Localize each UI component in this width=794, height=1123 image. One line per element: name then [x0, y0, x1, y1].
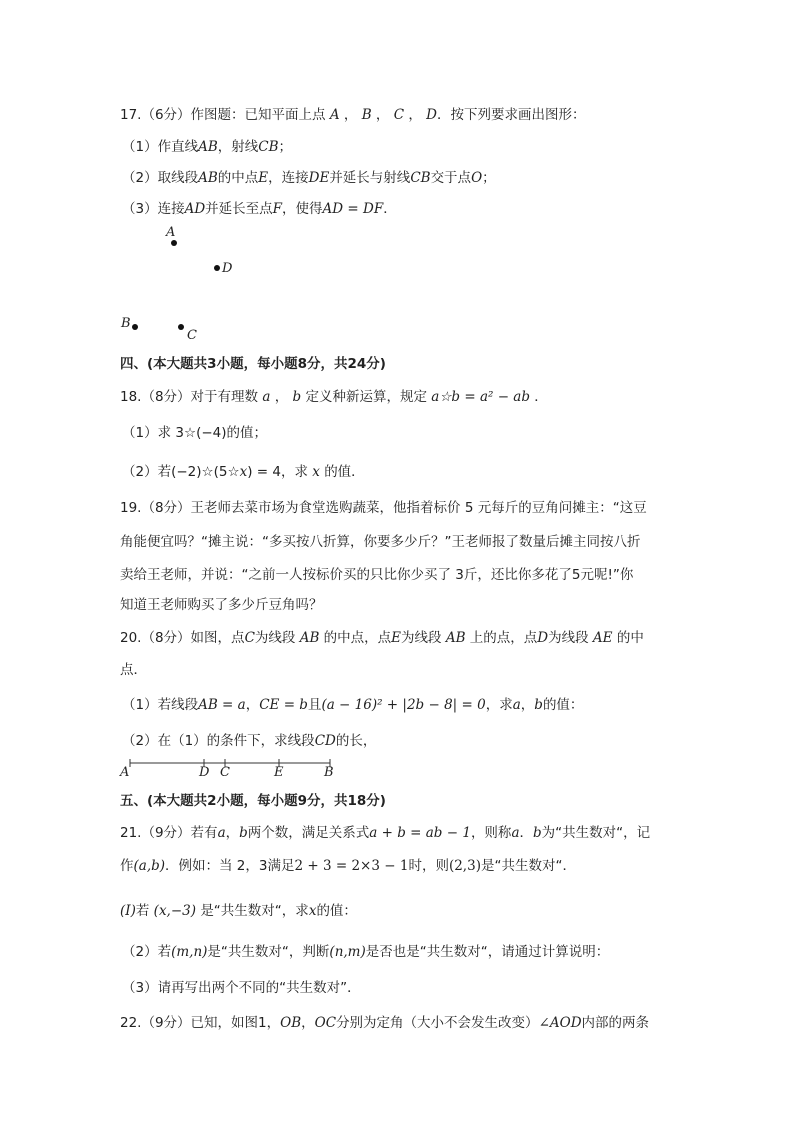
point-D — [214, 265, 220, 271]
q17-point-figure — [110, 222, 260, 347]
q21-part-3: （3）请再写出两个不同的“共生数对”． — [122, 980, 361, 996]
point-B — [132, 324, 138, 330]
q21-line-2: 作(a,b)．例如：当 2，3满足2 + 3 = 2×3 − 1时，则(2,3)是“共生数对“． — [120, 858, 576, 874]
label-C: C — [187, 328, 197, 343]
q21-line-1: 21.（9分）若有a，b两个数，满足关系式a + b = ab − 1，则称a．b为“共生数对“，记 — [120, 825, 651, 841]
label-D: D — [222, 261, 233, 276]
q19-line-3: 卖给王老师，并说：“之前一人按标价买的只比你少买了 3斤，还比你多花了5元呢!”你 — [120, 567, 634, 583]
q20-segment-figure — [114, 754, 344, 780]
q18-statement: 18.（8分）对于有理数 a ， b 定义种新运算，规定 a☆b = a² − ab ． — [120, 389, 548, 405]
q17-step-2: （2）取线段AB的中点E，连接DE并延长与射线CB交于点O； — [122, 170, 496, 186]
q19-line-4: 知道王老师购买了多少斤豆角吗？ — [120, 597, 323, 613]
q20-line-1: 20.（8分）如图，点C为线段 AB 的中点，点E为线段 AB 上的点，点D为线段 AE 的中 — [120, 630, 644, 646]
point-C — [178, 324, 184, 330]
seg-label-E: E — [274, 765, 284, 780]
q17-header: 17.（6分）作图题：已知平面上点 A ， B ， C ， D．按下列要求画出图形： — [120, 107, 586, 123]
q18-part-1: （1）求 3☆(−4)的值； — [122, 425, 268, 441]
q21-part-1: (I)若 (x,−3) 是“共生数对“，求x的值： — [120, 903, 357, 919]
section-4-heading: 四、(本大题共3小题，每小题8分，共24分) — [120, 356, 386, 372]
label-B: B — [121, 316, 131, 331]
q20-part-1: （1）若线段AB = a，CE = b且(a − 16)² + |2b − 8| = 0，求a，b的值： — [122, 697, 584, 713]
q20-line-2: 点． — [120, 662, 147, 678]
section-5-heading: 五、(本大题共2小题，每小题9分，共18分) — [120, 793, 386, 809]
q17-step-1: （1）作直线AB，射线CB； — [122, 139, 293, 155]
point-A — [171, 240, 177, 246]
q18-part-2: （2）若(−2)☆(5☆x) = 4，求 x 的值． — [122, 464, 365, 480]
q19-line-2: 角能便宜吗？“摊主说：“多买按八折算，你要多少斤？”王老师报了数量后摊主同按八折 — [120, 534, 641, 550]
seg-label-A: A — [120, 765, 130, 780]
q19-line-1: 19.（8分）王老师去菜市场为食堂选购蔬菜，他指着标价 5 元每斤的豆角问摊主：“这豆 — [120, 500, 647, 516]
q20-part-2: （2）在（1）的条件下，求线段CD的长， — [122, 733, 377, 749]
q21-part-2: （2）若(m,n)是“共生数对“，判断(n,m)是否也是“共生数对“，请通过计算说明： — [122, 944, 610, 960]
q22-line-1: 22.（9分）已知，如图1，OB，OC分别为定角（大小不会发生改变）∠AOD内部的两条 — [120, 1015, 650, 1031]
label-A: A — [166, 225, 176, 240]
seg-label-B: B — [324, 765, 334, 780]
seg-label-C: C — [220, 765, 230, 780]
seg-label-D: D — [199, 765, 210, 780]
q17-step-3: （3）连接AD并延长至点F，使得AD = DF． — [122, 201, 397, 217]
